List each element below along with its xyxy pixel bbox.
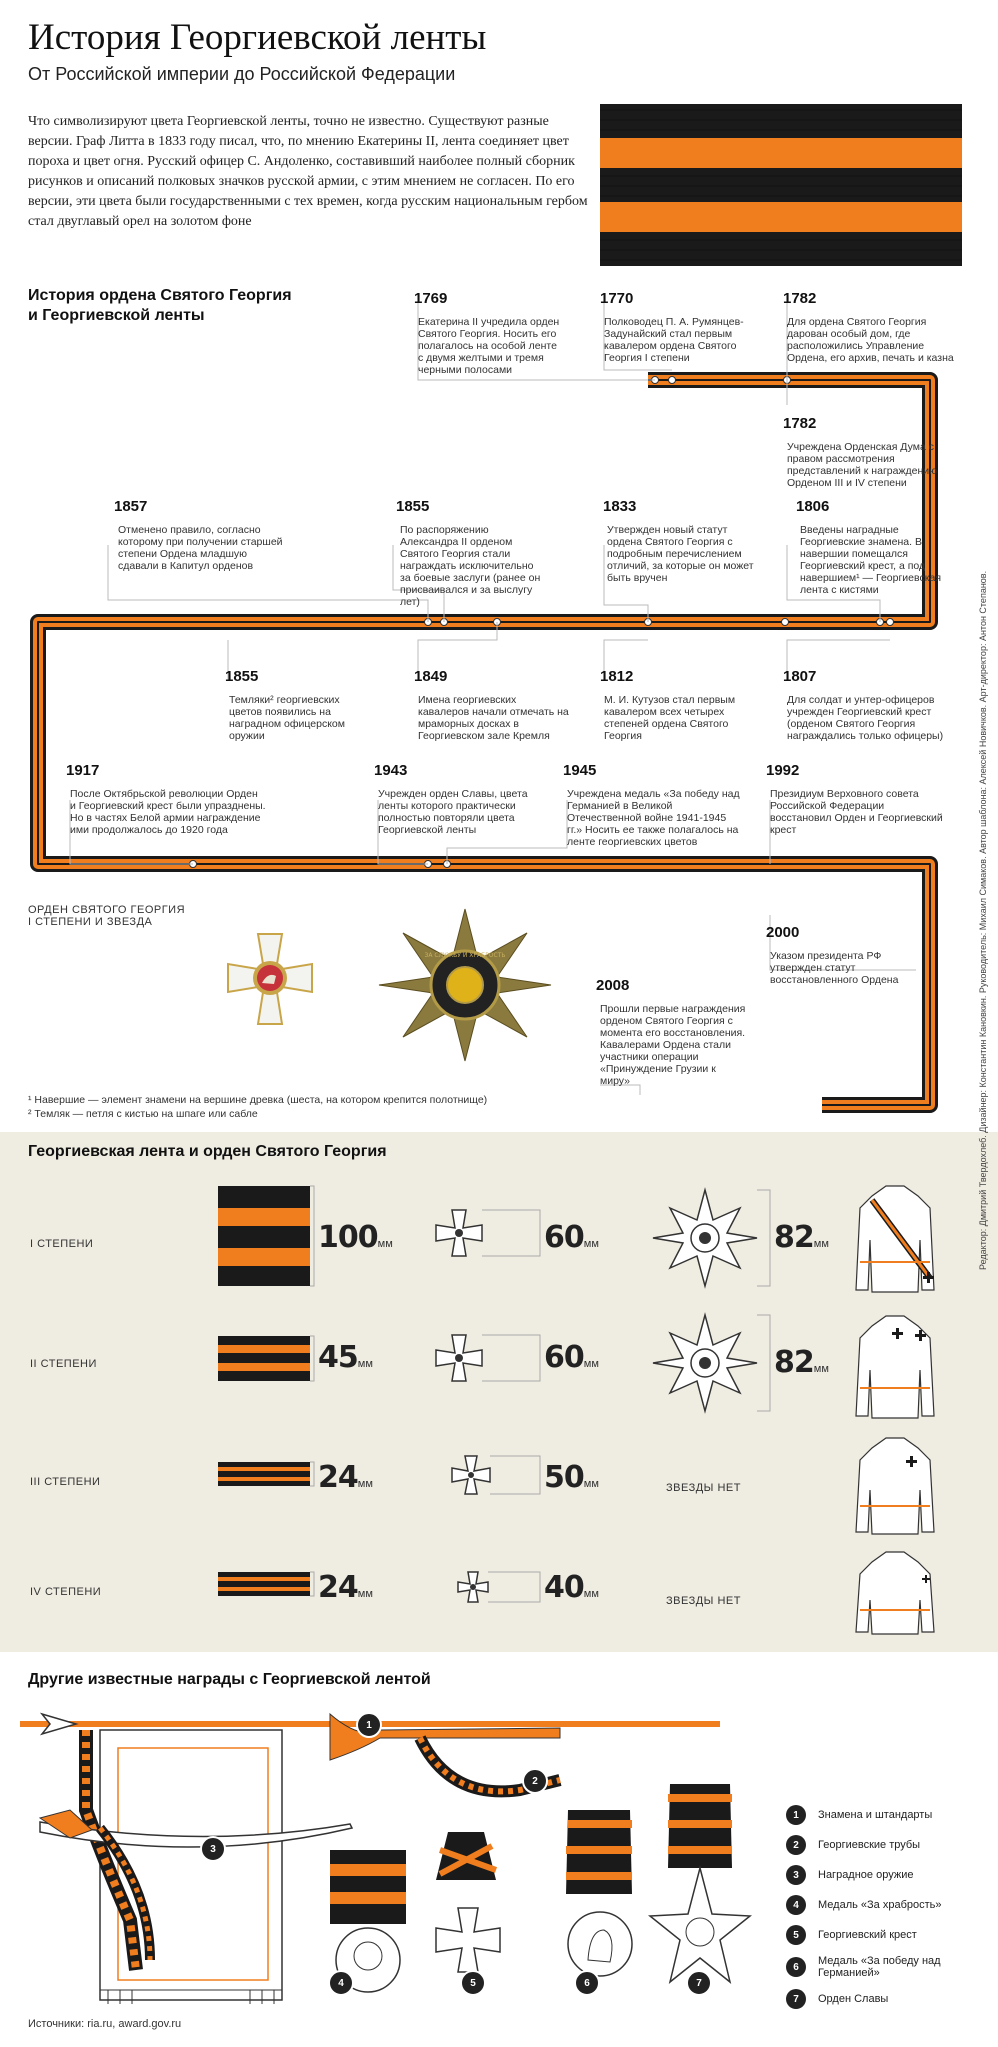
event-text: Екатерина II учредила орден Святого Георгия. Носить его полагалось на особой ленте с двумя желтыми и тремя черными полосами bbox=[418, 316, 560, 376]
ribbon-size-1 bbox=[318, 1220, 393, 1255]
event-text: Президиум Верховного совета Российской Федерации восстановил Орден и Георгиевский крест bbox=[770, 788, 943, 836]
star-motto-text: ЗА СЛУЖБУ И ХРАБРОСТЬ bbox=[424, 952, 506, 959]
order-star-image bbox=[375, 905, 555, 1065]
degree-label-3: III СТЕПЕНИ bbox=[30, 1476, 101, 1488]
event-year: 1782 bbox=[783, 415, 817, 432]
legend-label: Знамена и штандарты bbox=[818, 1809, 933, 1821]
size-unit: мм bbox=[357, 1588, 373, 1600]
ribbon-size-3 bbox=[318, 1460, 373, 1495]
event-2000 bbox=[766, 924, 916, 986]
order-label bbox=[28, 904, 185, 928]
intro-text: Что символизируют цвета Георгиевской ленты, точно не известно. Существуют разные версии. Граф Литта в 1833 году писал, что, по мнению Екатерины II, лента соединяет цвет пороха и цвет огня. Русский офицер С. Андоленко, составивший наиболее полный сборник рисунков и описаний полковых значков русской армии, с этим мнением не согласен. По его версии, эти цвета были государственными с тех времен, когда русским национальным гербом стал двуглавый орел на золотом фоне bbox=[28, 114, 588, 229]
event-1992 bbox=[766, 762, 946, 836]
award-badge-1: 1 bbox=[356, 1712, 382, 1738]
event-year: 1992 bbox=[766, 762, 800, 779]
event-text: По распоряжению Александра II орденом Святого Георгия стали награждать исключительно за боевые заслуги (ранее он присваивался и за выслугу лет) bbox=[400, 524, 541, 608]
event-year: 1770 bbox=[600, 290, 634, 307]
size-unit: мм bbox=[583, 1358, 599, 1370]
award-badge-7: 7 bbox=[686, 1970, 712, 1996]
ribbon-size-2 bbox=[318, 1340, 373, 1375]
event-year: 1855 bbox=[396, 498, 430, 515]
size-unit: мм bbox=[583, 1478, 599, 1490]
event-1770 bbox=[600, 290, 760, 364]
ribbon-deg3 bbox=[218, 1462, 314, 1486]
order-label-line2: I СТЕПЕНИ И ЗВЕЗДА bbox=[28, 916, 153, 928]
sources: Источники: ria.ru, award.gov.ru bbox=[28, 2018, 182, 2030]
cross-size-4 bbox=[544, 1570, 599, 1605]
degrees-title: Георгиевская лента и орден Святого Георгия bbox=[28, 1143, 387, 1160]
degree-label-1: I СТЕПЕНИ bbox=[30, 1238, 94, 1250]
event-1849 bbox=[414, 668, 569, 742]
event-year: 1833 bbox=[603, 498, 637, 515]
page-subtitle: От Российской империи до Российской Федерации bbox=[28, 64, 456, 84]
order-label-line1: ОРДЕН СВЯТОГО ГЕОРГИЯ bbox=[28, 904, 186, 916]
no-star-label-4: ЗВЕЗДЫ НЕТ bbox=[666, 1595, 741, 1607]
event-text: Темляки² георгиевских цветов появились на наградном офицерском оружии bbox=[229, 694, 345, 742]
event-year: 1855 bbox=[225, 668, 259, 685]
cross-size-2 bbox=[544, 1340, 599, 1375]
event-1857 bbox=[114, 498, 289, 572]
event-year: 1782 bbox=[783, 290, 817, 307]
size-unit: мм bbox=[377, 1238, 393, 1250]
event-text: Учреждена медаль «За победу над Германией в Великой Отечественной войне 1941-1945 гг.» Носить ее также полагалось на ленте георгиевских цветов bbox=[567, 788, 740, 848]
event-text: Прошли первые награждения орденом Святого Георгия с момента его восстановления. Кавалерами Ордена стали участники операции «Принуждение Грузии к миру» bbox=[600, 1003, 746, 1087]
event-1782b bbox=[783, 415, 943, 489]
degree-label-4: IV СТЕПЕНИ bbox=[30, 1586, 102, 1598]
event-text: Указом президента РФ утвержден статут восстановленного Ордена bbox=[770, 950, 899, 986]
awards-title: Другие известные награды с Георгиевской лентой bbox=[28, 1671, 431, 1688]
size-unit: мм bbox=[583, 1238, 599, 1250]
event-text: Имена георгиевских кавалеров начали отмечать на мраморных досках в Георгиевском зале Кремля bbox=[418, 694, 569, 742]
cross-size-1 bbox=[544, 1220, 599, 1255]
degree-label-2: II СТЕПЕНИ bbox=[30, 1358, 97, 1370]
legend-number: 7 bbox=[786, 1989, 806, 2009]
event-text: Утвержден новый статут ордена Святого Георгия с подробным перечислением отличий, за которые он может быть вручен bbox=[607, 524, 754, 584]
degrees-grid bbox=[0, 1180, 998, 1640]
size-unit: мм bbox=[357, 1358, 373, 1370]
event-1855b bbox=[225, 668, 375, 742]
event-1812 bbox=[600, 668, 765, 742]
legend-label: Наградное оружие bbox=[818, 1869, 914, 1881]
award-badge-5: 5 bbox=[460, 1970, 486, 1996]
event-year: 1812 bbox=[600, 668, 634, 685]
size-value: 82 bbox=[774, 1345, 814, 1380]
event-1769 bbox=[414, 290, 564, 376]
event-year: 1769 bbox=[414, 290, 448, 307]
legend-number: 2 bbox=[786, 1835, 806, 1855]
no-star-label-3: ЗВЕЗДЫ НЕТ bbox=[666, 1482, 741, 1494]
awards-legend bbox=[786, 1800, 966, 2014]
event-year: 1807 bbox=[783, 668, 817, 685]
legend-label: Орден Славы bbox=[818, 1993, 889, 2005]
legend-number: 5 bbox=[786, 1925, 806, 1945]
star-size-2 bbox=[774, 1345, 829, 1380]
uniform-icons bbox=[856, 1186, 934, 1634]
event-text: М. И. Кутузов стал первым кавалером всех четырех степеней ордена Святого Георгия bbox=[604, 694, 736, 742]
order-cross-image bbox=[210, 928, 330, 1038]
legend-number: 4 bbox=[786, 1895, 806, 1915]
size-unit: мм bbox=[357, 1478, 373, 1490]
event-1807 bbox=[783, 668, 958, 742]
timeline-title-line2: и Георгиевской ленты bbox=[28, 307, 205, 324]
legend-label: Медаль «За победу над Германией» bbox=[818, 1955, 941, 1979]
legend-number: 1 bbox=[786, 1805, 806, 1825]
event-text: Учреждена Орденская Дума с правом рассмотрения представлений к награждению Орденом III и IV степени bbox=[787, 441, 937, 489]
event-1833 bbox=[603, 498, 763, 584]
ribbon-deg1 bbox=[218, 1186, 314, 1286]
page-title: История Георгиевской ленты bbox=[28, 17, 487, 58]
event-year: 1917 bbox=[66, 762, 100, 779]
event-year: 1943 bbox=[374, 762, 408, 779]
award-badge-6: 6 bbox=[574, 1970, 600, 1996]
size-unit: мм bbox=[583, 1588, 599, 1600]
ribbon-deg4 bbox=[218, 1572, 314, 1596]
event-text: Для ордена Святого Георгия дарован особый дом, где расположились Управление Ордена, его архив, печать и казна bbox=[787, 316, 954, 364]
legend-item bbox=[786, 1830, 966, 1860]
ribbon-deg2 bbox=[218, 1336, 314, 1381]
legend-item bbox=[786, 1920, 966, 1950]
event-year: 1806 bbox=[796, 498, 830, 515]
size-value: 24 bbox=[318, 1570, 358, 1605]
legend-item bbox=[786, 1984, 966, 2014]
size-value: 60 bbox=[544, 1340, 584, 1375]
event-1782a bbox=[783, 290, 963, 364]
legend-label: Георгиевский крест bbox=[818, 1929, 917, 1941]
event-text: Для солдат и унтер-офицеров учрежден Георгиевский крест (орденом Святого Георгия награждались только офицеры) bbox=[787, 694, 944, 742]
event-1806 bbox=[796, 498, 946, 596]
legend-label: Медаль «За храбрость» bbox=[818, 1899, 942, 1911]
size-value: 24 bbox=[318, 1460, 358, 1495]
award-badge-4: 4 bbox=[328, 1970, 354, 1996]
footnote-1: ¹ Навершие — элемент знамени на вершине древка (шеста, на котором крепится полотнище) bbox=[28, 1094, 488, 1106]
event-text: После Октябрьской революции Орден и Георгиевский крест были упразднены. Но в частях Белой армии награждение ими продолжалось до 1920 года bbox=[70, 788, 266, 836]
event-2008 bbox=[596, 977, 746, 1087]
event-text: Введены наградные Георгиевские знамена. В навершии помещался Георгиевский крест, а под навершием¹ — Георгиевская лента с кистями bbox=[800, 524, 942, 596]
legend-item bbox=[786, 1950, 966, 1984]
star-size-1 bbox=[774, 1220, 829, 1255]
event-text: Полководец П. А. Румянцев-Задунайский стал первым кавалером ордена Святого Георгия I степени bbox=[604, 316, 744, 364]
size-value: 45 bbox=[318, 1340, 358, 1375]
size-value: 50 bbox=[544, 1460, 584, 1495]
size-unit: мм bbox=[813, 1238, 829, 1250]
size-value: 40 bbox=[544, 1570, 584, 1605]
event-year: 1945 bbox=[563, 762, 597, 779]
award-badge-3: 3 bbox=[200, 1836, 226, 1862]
credits: Редактор: Дмитрий Твердохлеб. Дизайнер: Константин Кановкин. Руководитель: Михаил Симаков. Автор шаблона: Алексей Новичков. Арт-директор: Антон Степанов. bbox=[978, 570, 988, 1270]
legend-item bbox=[786, 1860, 966, 1890]
legend-item bbox=[786, 1890, 966, 1920]
event-1855a bbox=[396, 498, 546, 608]
ribbon-size-4 bbox=[318, 1570, 373, 1605]
timeline-title-line1: История ордена Святого Георгия bbox=[28, 287, 292, 304]
legend-label: Георгиевские трубы bbox=[818, 1839, 921, 1851]
legend-item bbox=[786, 1800, 966, 1830]
footnote-2: ² Темляк — петля с кистью на шпаге или сабле bbox=[28, 1108, 258, 1120]
size-unit: мм bbox=[813, 1363, 829, 1375]
legend-number: 3 bbox=[786, 1865, 806, 1885]
event-1943 bbox=[374, 762, 554, 836]
event-year: 2008 bbox=[596, 977, 630, 994]
legend-number: 6 bbox=[786, 1957, 806, 1977]
cross-size-3 bbox=[544, 1460, 599, 1495]
event-1945 bbox=[563, 762, 743, 848]
event-year: 1857 bbox=[114, 498, 148, 515]
event-year: 2000 bbox=[766, 924, 800, 941]
event-text: Учрежден орден Славы, цвета ленты которого практически полностью повторяли цвета Георгиевской ленты bbox=[378, 788, 528, 836]
size-value: 82 bbox=[774, 1220, 814, 1255]
event-1917 bbox=[66, 762, 266, 836]
award-badge-2: 2 bbox=[522, 1768, 548, 1794]
event-text: Отменено правило, согласно которому при получении старшей степени Ордена младшую сдавали в Капитул орденов bbox=[118, 524, 283, 572]
event-year: 1849 bbox=[414, 668, 448, 685]
size-value: 100 bbox=[318, 1220, 378, 1255]
size-value: 60 bbox=[544, 1220, 584, 1255]
